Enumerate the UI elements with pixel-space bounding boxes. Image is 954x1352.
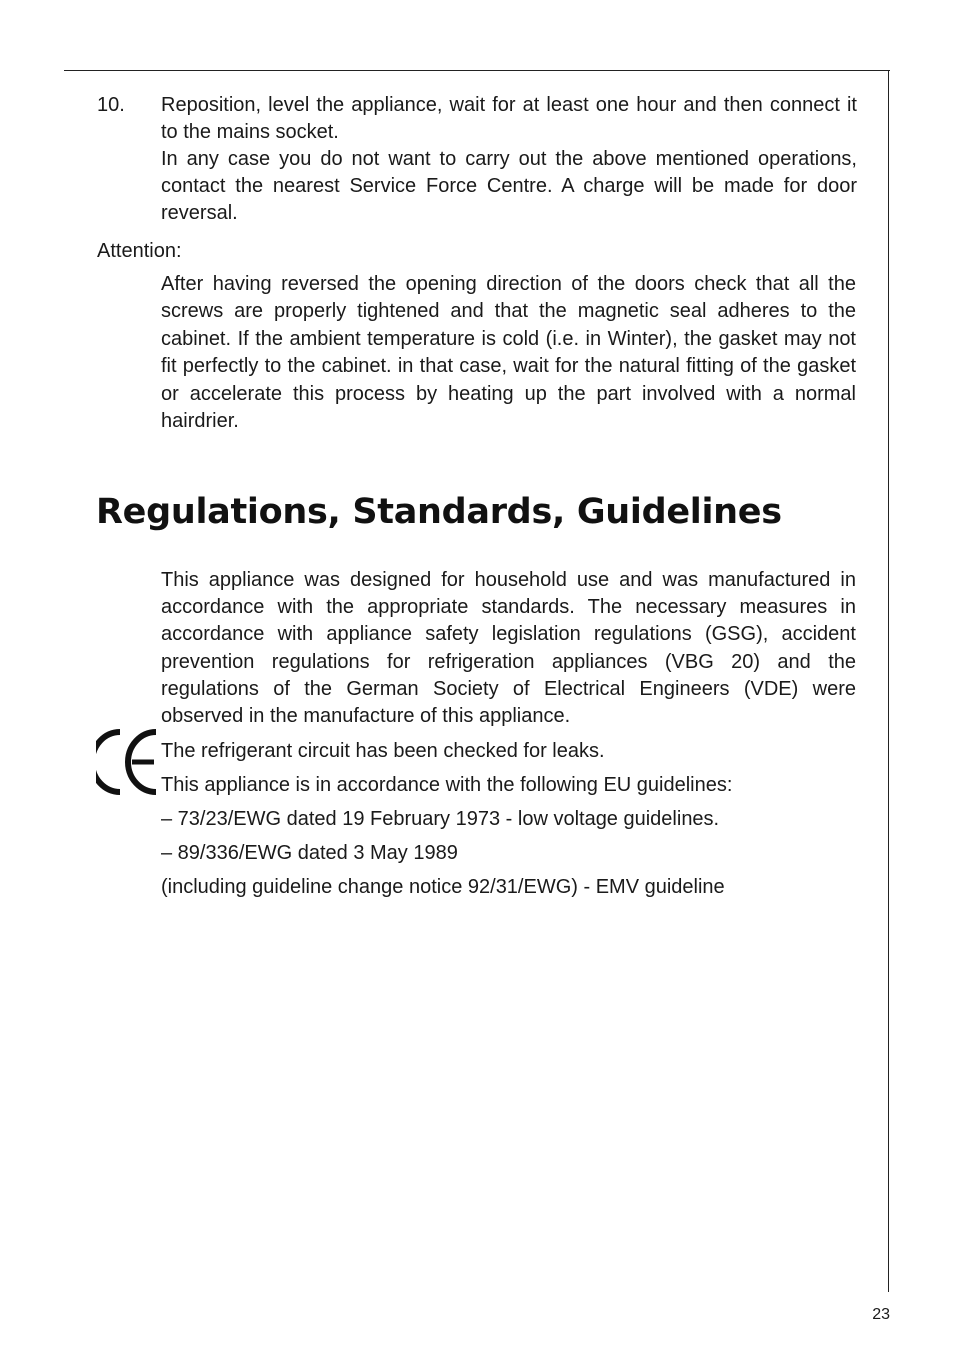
eu-statement-text: This appliance is in accordance with the following EU guidelines:: [161, 774, 733, 796]
page-number: 23: [872, 1306, 890, 1323]
attention-text: After having reversed the opening direction of the doors check that all the screws are properly tightened and that the magnetic seal adheres to the cabinet. If the ambient temperature is cold (i.e. in Winter), the gasket may not fit perfectly to the cabinet. in that case, wait for the natural fitting of the gasket or accelerate this process by heating up the part involved with a normal hairdrier.: [161, 273, 856, 433]
step-text: Reposition, level the appliance, wait for at least one hour and then connect it to the mains socket.: [161, 94, 857, 143]
regulations-intro: This appliance was designed for household use and was manufactured in accordance with the appropriate standards. The necessary measures in accordance with appliance safety legislation regulations (GSG), accident prevention regulations for refrigeration appliances (VBG 20) and the regulations of the German Society of Electrical Engineers (VDE) were observed in the manufacture of this appliance.: [161, 569, 856, 728]
leak-check-text: The refrigerant circuit has been checked for leaks.: [161, 740, 605, 762]
guideline-note: (including guideline change notice 92/31/EWG) - EMV guideline: [161, 876, 725, 898]
ce-mark-icon: [96, 728, 162, 796]
top-rule: [64, 70, 890, 71]
right-rule: [888, 70, 889, 1292]
step-number: 10.: [97, 94, 125, 116]
step-body: [161, 92, 857, 227]
step-10: [97, 92, 857, 227]
step-note: In any case you do not want to carry out the above mentioned operations, contact the nearest Service Force Centre. A charge will be made for door reversal.: [161, 148, 857, 224]
section-heading: Regulations, Standards, Guidelines: [96, 492, 782, 532]
attention-label: Attention:: [97, 240, 182, 262]
guideline-item: – 89/336/EWG dated 3 May 1989: [161, 842, 458, 864]
guideline-item: – 73/23/EWG dated 19 February 1973 - low voltage guidelines.: [161, 808, 720, 830]
